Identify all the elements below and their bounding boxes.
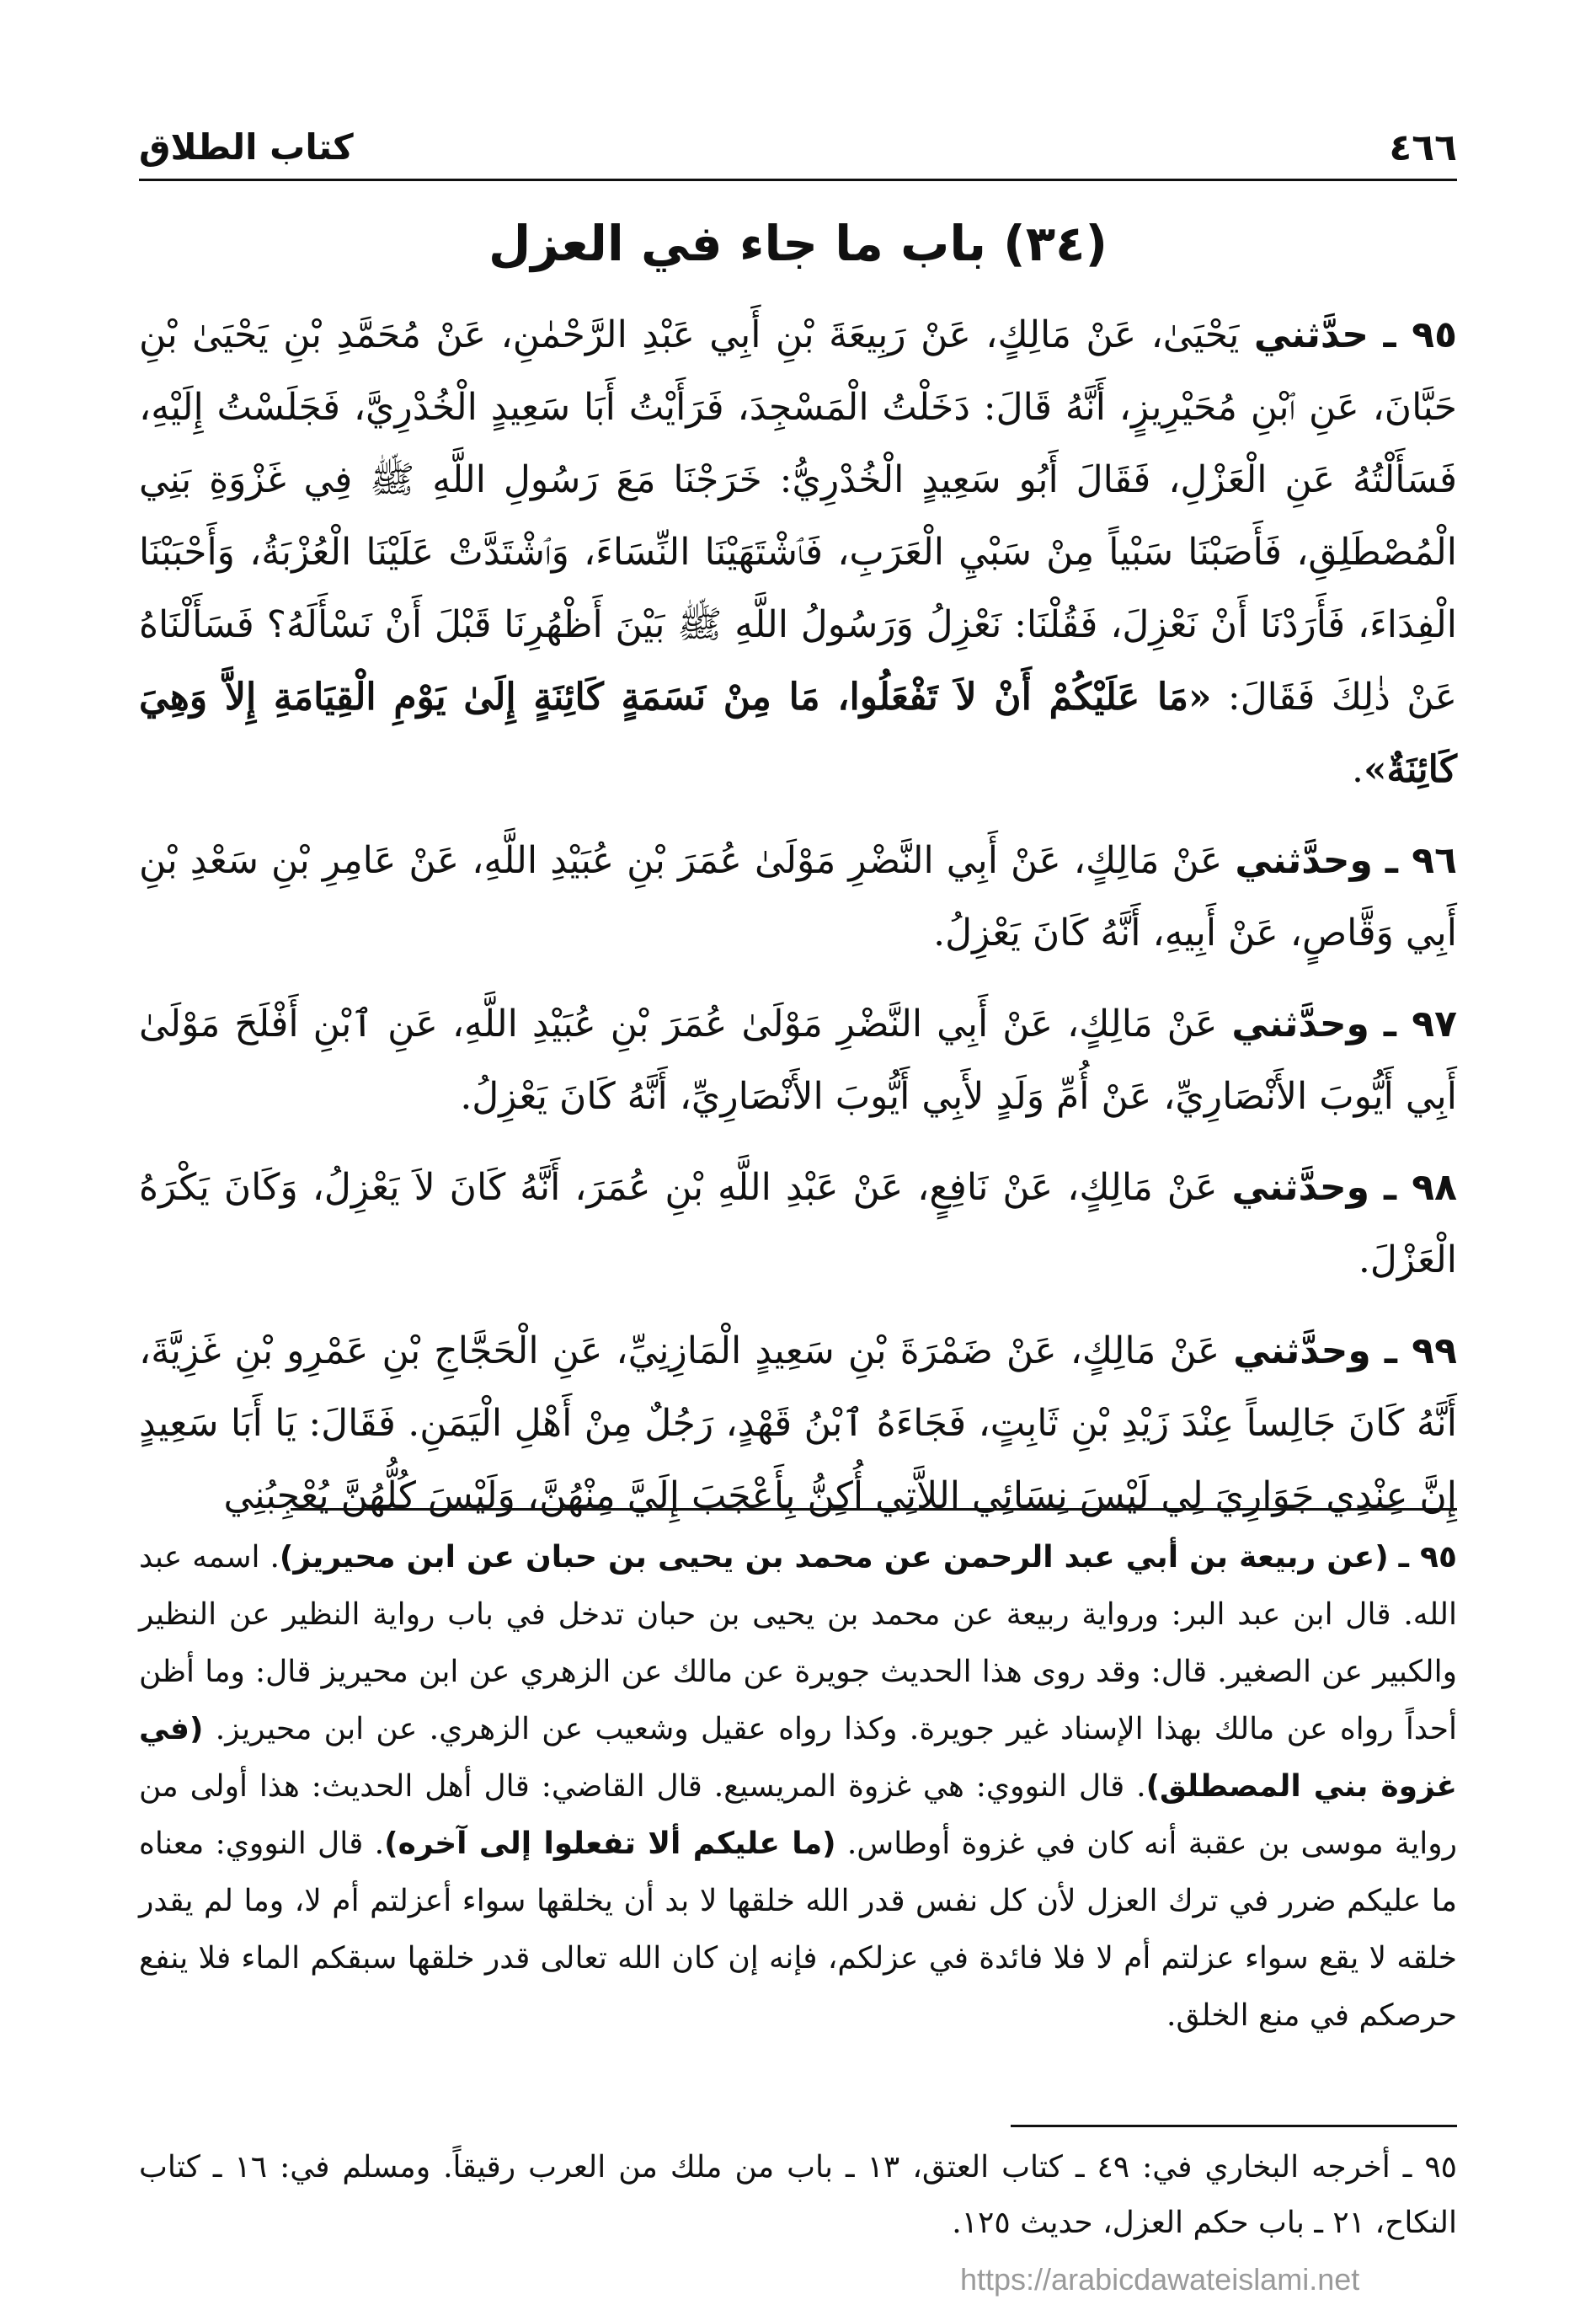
hadith-text: عَنْ مَالِكٍ، عَنْ أَبِي النَّضْرِ مَوْلَىٰ عُمَرَ بْنِ عُبَيْدِ اللَّهِ، عَنِ ٱبْنِ أَفْلَحَ مَوْلَىٰ أَبِي أَيُّوبَ الأَنْصَارِيِّ، عَنْ أُمِّ وَلَدٍ لأَبِي أَيُّوبَ الأَنْصَارِيِّ، أَنَّهُ كَانَ يَعْزِلُ.	[139, 1003, 1457, 1118]
hadith-97	[139, 988, 1457, 1133]
hadith-number: ٩٩ ـ	[1384, 1329, 1457, 1372]
note-text: . قال النووي: معناه ما عليكم ضرر في ترك العزل لأن كل نفس قدر الله خلقها لا بد أن يخلقها سواء أعزلتم أم لا، وما لم يقدر خلقه لا يقع سواء عزلتم أم لا فلا فائدة في عزلكم، فإنه إن كان الله تعالى قدر خلقها سبقكم الماء فلا ينفع حرصكم في منع الخلق.	[139, 1826, 1457, 2033]
hadith-95	[139, 299, 1457, 806]
hadith-99	[139, 1315, 1457, 1532]
hadith-opening: وحدَّثني	[1235, 839, 1373, 882]
hadith-number: ٩٨ ـ	[1383, 1166, 1457, 1209]
note-lemma: (ما عليكم ألا تفعلوا إلى آخره)	[384, 1826, 836, 1861]
chapter-title: (٣٤) باب ما جاء في العزل	[488, 215, 1108, 272]
hadith-text: عَنْ مَالِكٍ، عَنْ ضَمْرَةَ بْنِ سَعِيدٍ الْمَازِنِيِّ، عَنِ الْحَجَّاجِ بْنِ عَمْرِو بْنِ غَزِيَّةَ، أَنَّهُ كَانَ جَالِساً عِنْدَ زَيْدِ بْنِ ثَابِتٍ، فَجَاءَهُ ٱبْنُ قَهْدٍ، رَجُلٌ مِنْ أَهْلِ الْيَمَنِ. فَقَالَ: يَا أَبَا سَعِيدٍ إِنَّ عِنْدِي جَوَارِيَ لِي لَيْسَ نِسَائِي اللاَّتِي أُكِنُّ بِأَعْجَبَ إِلَيَّ مِنْهُنَّ، وَلَيْسَ كُلُّهُنَّ يُعْجِبُنِي	[139, 1329, 1457, 1517]
hadith-opening: وحدَّثني	[1233, 1329, 1371, 1372]
references-divider	[1011, 2125, 1457, 2127]
page-header	[139, 126, 1457, 177]
note-text: . اسمه عبد الله. قال ابن عبد البر: ورواية ربيعة عن محمد بن يحيى بن حبان تدخل في باب رواية النظير عن النظير والكبير عن الصغير. قال: وقد روى هذا الحديث جويرة عن مالك عن الزهري عن ابن محيريز قال: وما أظن أحداً رواه عن مالك بهذا الإسناد غير جويرة. وكذا رواه عقيل وشعيب عن الزهري. عن ابن محيريز.	[139, 1540, 1457, 1746]
notes-divider	[291, 1508, 1457, 1511]
commentary-notes	[139, 1529, 1457, 2045]
note-number: ٩٥ ـ	[1398, 1540, 1457, 1575]
hadith-body	[139, 299, 1457, 1551]
hadith-text: يَحْيَىٰ، عَنْ مَالِكٍ، عَنْ رَبِيعَةَ بْنِ أَبِي عَبْدِ الرَّحْمٰنِ، عَنْ مُحَمَّدِ بْنِ يَحْيَىٰ بْنِ حَبَّانَ، عَنِ ٱبْنِ مُحَيْرِيزٍ، أَنَّهُ قَالَ: دَخَلْتُ الْمَسْجِدَ، فَرَأَيْتُ أَبَا سَعِيدٍ الْخُدْرِيَّ، فَجَلَسْتُ إِلَيْهِ، فَسَأَلْتُهُ عَنِ الْعَزْلِ، فَقَالَ أَبُو سَعِيدٍ الْخُدْرِيُّ: خَرَجْنَا مَعَ رَسُولِ اللَّهِ ﷺ فِي غَزْوَةِ بَنِي الْمُصْطَلِقِ، فَأَصَبْنَا سَبْياً مِنْ سَبْيِ الْعَرَبِ، فَٱشْتَهَيْنَا النِّسَاءَ، وَٱشْتَدَّتْ عَلَيْنَا الْعُزْبَةُ، وَأَحْبَبْنَا الْفِدَاءَ، فَأَرَدْنَا أَنْ نَعْزِلَ، فَقُلْنَا: نَعْزِلُ وَرَسُولُ اللَّهِ ﷺ بَيْنَ أَظْهُرِنَا قَبْلَ أَنْ نَسْأَلَهُ؟ فَسَأَلْنَاهُ عَنْ ذٰلِكَ فَقَالَ:	[139, 313, 1457, 719]
references: ٩٥ ـ أخرجه البخاري في: ٤٩ ـ كتاب العتق، ١٣ ـ باب من ملك من العرب رقيقاً. ومسلم في: ١٦ ـ كتاب النكاح، ٢١ ـ باب حكم العزل، حديث ١٢٥.	[139, 2150, 1458, 2240]
note-lemma: (في غزوة بني المصطلق)	[139, 1712, 1457, 1804]
hadith-98	[139, 1152, 1457, 1297]
hadith-96	[139, 825, 1457, 970]
page-number: ٤٦٦	[1389, 126, 1457, 169]
hadith-text: عَنْ مَالِكٍ، عَنْ نَافِعٍ، عَنْ عَبْدِ اللَّهِ بْنِ عُمَرَ، أَنَّهُ كَانَ لاَ يَعْزِلُ، وَكَانَ يَكْرَهُ الْعَزْلَ.	[139, 1166, 1457, 1281]
note-text: . قال النووي: هي غزوة المريسيع. قال القاضي: قال أهل الحديث: هذا أولى من رواية موسى بن عقبة أنه كان في غزوة أوطاس.	[139, 1769, 1457, 1861]
note-lemma: (عن ربيعة بن أبي عبد الرحمن عن محمد بن يحيى بن حبان عن ابن محيريز)	[279, 1540, 1389, 1575]
running-title: كتاب الطلاق	[139, 126, 354, 168]
hadith-number: ٩٥ ـ	[1383, 313, 1457, 356]
watermark: https://arabicdawateislami.net	[960, 2262, 1360, 2297]
hadith-opening: حدَّثني	[1253, 313, 1369, 356]
hadith-quote: «مَا عَلَيْكُمْ أَنْ لاَ تَفْعَلُوا، مَا مِنْ نَسَمَةٍ كَائِنَةٍ إِلَىٰ يَوْمِ الْقِيَامَةِ إِلاَّ وَهِيَ كَائِنَةٌ»	[139, 676, 1457, 791]
header-divider	[139, 179, 1457, 181]
hadith-number: ٩٧ ـ	[1383, 1003, 1457, 1046]
hadith-opening: وحدَّثني	[1231, 1003, 1369, 1046]
hadith-text: عَنْ مَالِكٍ، عَنْ أَبِي النَّضْرِ مَوْلَىٰ عُمَرَ بْنِ عُبَيْدِ اللَّهِ، عَنْ عَامِرِ بْنِ سَعْدِ بْنِ أَبِي وَقَّاصٍ، عَنْ أَبِيهِ، أَنَّهُ كَانَ يَعْزِلُ.	[139, 839, 1457, 955]
hadith-opening: وحدَّثني	[1231, 1166, 1369, 1209]
hadith-number: ٩٦ ـ	[1385, 839, 1457, 882]
hadith-ending: .	[1352, 748, 1364, 791]
